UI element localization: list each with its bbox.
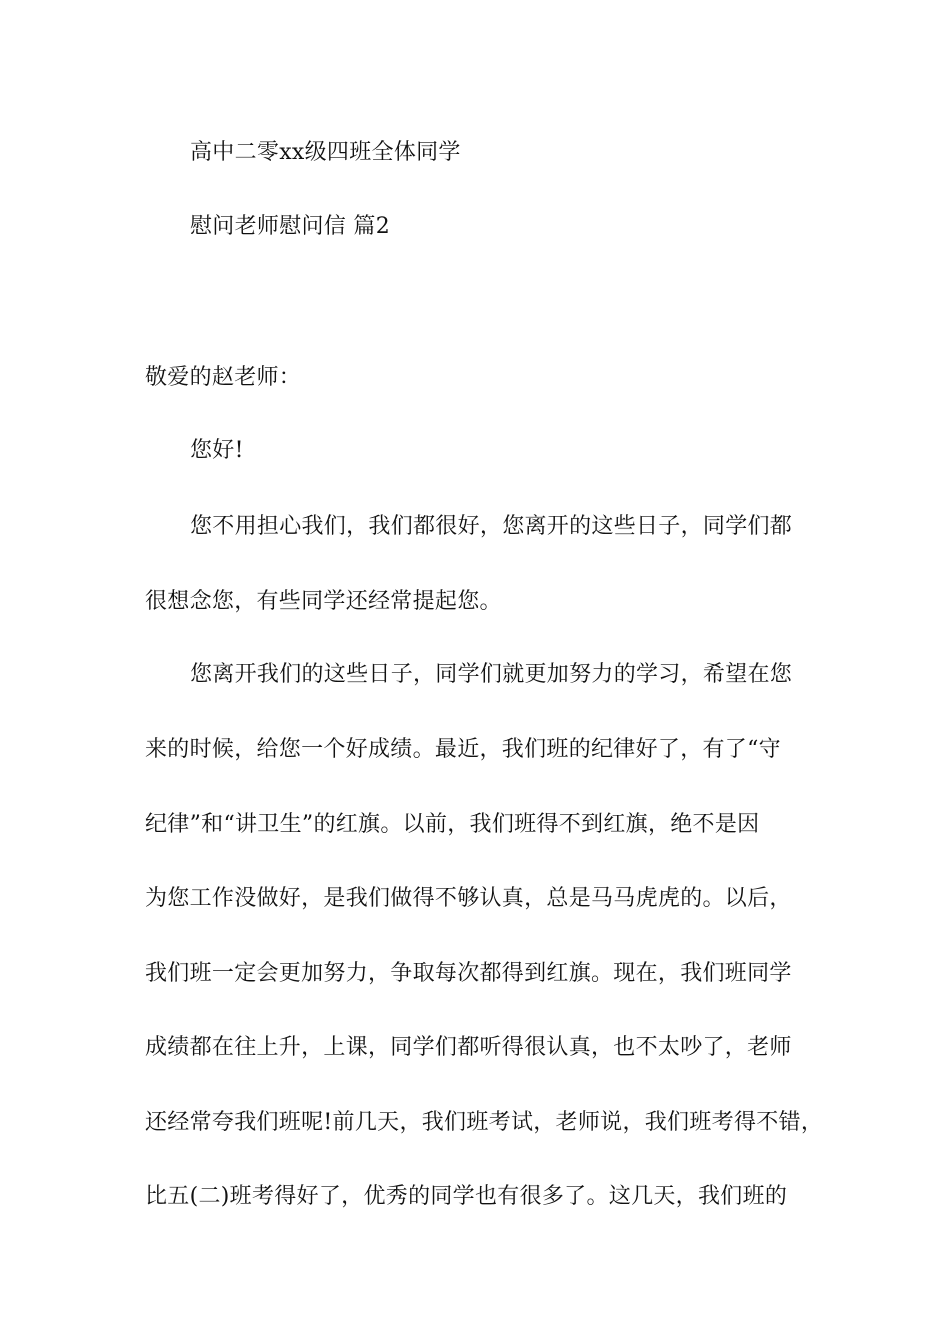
paragraph-line: 成绩都在往上升，上课，同学们都听得很认真，也不太吵了，老师 <box>145 1035 792 1060</box>
paragraph-line: 很想念您，有些同学还经常提起您。 <box>145 589 502 614</box>
paragraph-line: 我们班一定会更加努力，争取每次都得到红旗。现在，我们班同学 <box>145 961 792 986</box>
signature-line: 高中二零xx级四班全体同学 <box>190 140 461 165</box>
paragraph-line: 比五(二)班考得好了，优秀的同学也有很多了。这几天，我们班的 <box>145 1184 788 1209</box>
paragraph-line: 您离开我们的这些日子，同学们就更加努力的学习，希望在您 <box>190 662 793 687</box>
section-title: 慰问老师慰问信 篇2 <box>190 214 390 239</box>
paragraph-line: 纪律”和“讲卫生”的红旗。以前，我们班得不到红旗，绝不是因 <box>145 812 760 837</box>
paragraph-line: 来的时候，给您一个好成绩。最近，我们班的纪律好了，有了“守 <box>145 737 781 762</box>
paragraph-line: 您不用担心我们，我们都很好，您离开的这些日子，同学们都 <box>190 514 793 539</box>
salutation: 敬爱的赵老师： <box>145 365 302 390</box>
paragraph-line: 为您工作没做好，是我们做得不够认真，总是马马虎虎的。以后， <box>145 886 792 911</box>
greeting: 您好! <box>190 438 244 463</box>
paragraph-line: 还经常夸我们班呢!前几天，我们班考试，老师说，我们班考得不错， <box>145 1110 824 1135</box>
